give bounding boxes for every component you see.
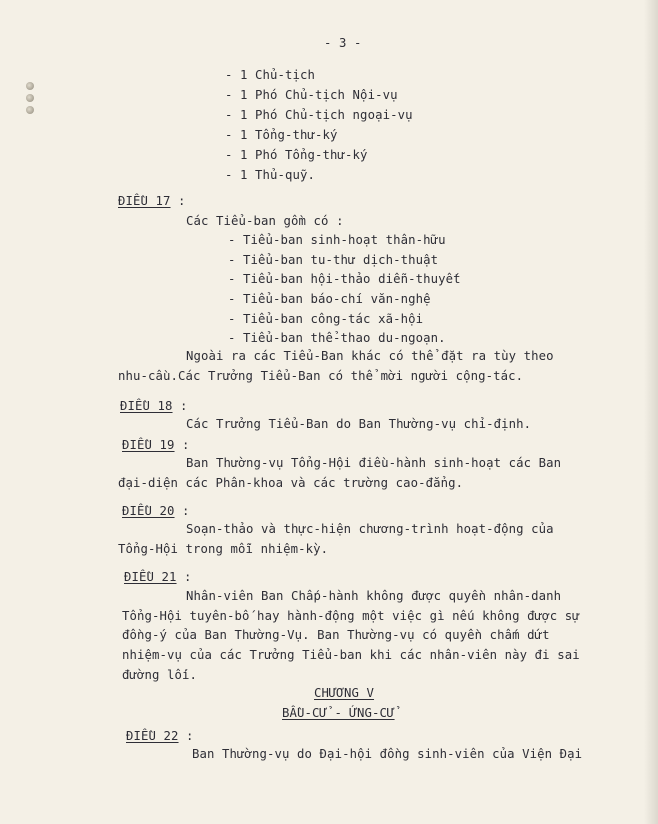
article-22-heading [126,728,194,744]
chapter-title: CHƯƠNG V [314,686,375,700]
subcommittee-item: - Tiểu-ban công-tác xã-hội [228,312,424,326]
subcommittee-item: - Tiểu-ban báo-chí văn-nghệ [228,292,431,306]
article-21-text: Tổng-Hội tuyên-bố hay hành-động một việc gì nếu không được sự [122,609,580,623]
page-edge-shadow [644,0,658,824]
heading-colon: : [174,504,190,518]
article-20-heading [122,503,190,519]
article-17-note: Ngoài ra các Tiểu-Ban khác có thể đặt ra tùy theo [186,349,554,363]
article-19-text: Ban Thường-vụ Tổng-Hội điều-hành sinh-hoạt các Ban [186,456,562,470]
article-21-text: Nhân-viên Ban Chấp-hành không được quyền nhân-danh [186,589,562,603]
article-22-text: Ban Thường-vụ do Đại-hội đồng sinh-viên của Viện Đại [192,747,583,761]
article-17-heading [118,193,186,209]
officer-item: - 1 Phó Tổng-thư-ký [225,148,368,162]
chapter-subtitle: BẦU-CỬ - ỨNG-CỬ [282,706,395,720]
article-21-text: đồng-ý của Ban Thường-Vụ. Ban Thường-vụ có quyền chấm dứt [122,628,550,642]
article-19-heading [122,437,190,453]
heading-colon: : [170,194,186,208]
binder-hole [26,82,34,90]
article-17-intro: Các Tiểu-ban gồm có : [186,214,344,228]
binder-hole [26,94,34,102]
article-18-label: ĐIỀU 18 [120,399,173,413]
article-19-text: đại-diện các Phân-khoa và các trường cao-đẳng. [118,476,464,490]
article-21-heading [124,569,192,585]
heading-colon: : [176,570,192,584]
officer-item: - 1 Phó Chủ-tịch ngoại-vụ [225,108,413,122]
page-number: - 3 - [324,36,362,50]
subcommittee-item: - Tiểu-ban hội-thảo diễn-thuyết [228,272,461,286]
subcommittee-item: - Tiểu-ban tu-thư dịch-thuật [228,253,439,267]
officer-item: - 1 Thủ-quỹ. [225,168,316,182]
officer-item: - 1 Chủ-tịch [225,68,316,82]
article-17-note: nhu-cầu.Các Trưởng Tiểu-Ban có thể mời người cộng-tác. [118,369,524,383]
subcommittee-item: - Tiểu-ban thể-thao du-ngoạn. [228,331,446,345]
officer-item: - 1 Phó Chủ-tịch Nội-vụ [225,88,398,102]
article-21-text: đường lối. [122,668,198,682]
article-17-label: ĐIỀU 17 [118,194,171,208]
heading-colon: : [178,729,194,743]
officer-item: - 1 Tổng-thư-ký [225,128,338,142]
article-20-label: ĐIỀU 20 [122,504,175,518]
article-18-text: Các Trưởng Tiểu-Ban do Ban Thường-vụ chỉ-định. [186,417,532,431]
article-20-text: Soạn-thảo và thực-hiện chương-trình hoạt-động của [186,522,554,536]
binder-hole [26,106,34,114]
article-22-label: ĐIỀU 22 [126,729,179,743]
article-20-text: Tổng-Hội trong mỗi nhiệm-kỳ. [118,542,329,556]
binder-holes [26,82,36,114]
article-21-text: nhiệm-vụ của các Trưởng Tiểu-ban khi các nhân-viên này đi sai [122,648,580,662]
article-21-label: ĐIỀU 21 [124,570,177,584]
article-18-heading [120,398,188,414]
heading-colon: : [174,438,190,452]
article-19-label: ĐIỀU 19 [122,438,175,452]
heading-colon: : [172,399,188,413]
subcommittee-item: - Tiểu-ban sinh-hoạt thân-hữu [228,233,446,247]
